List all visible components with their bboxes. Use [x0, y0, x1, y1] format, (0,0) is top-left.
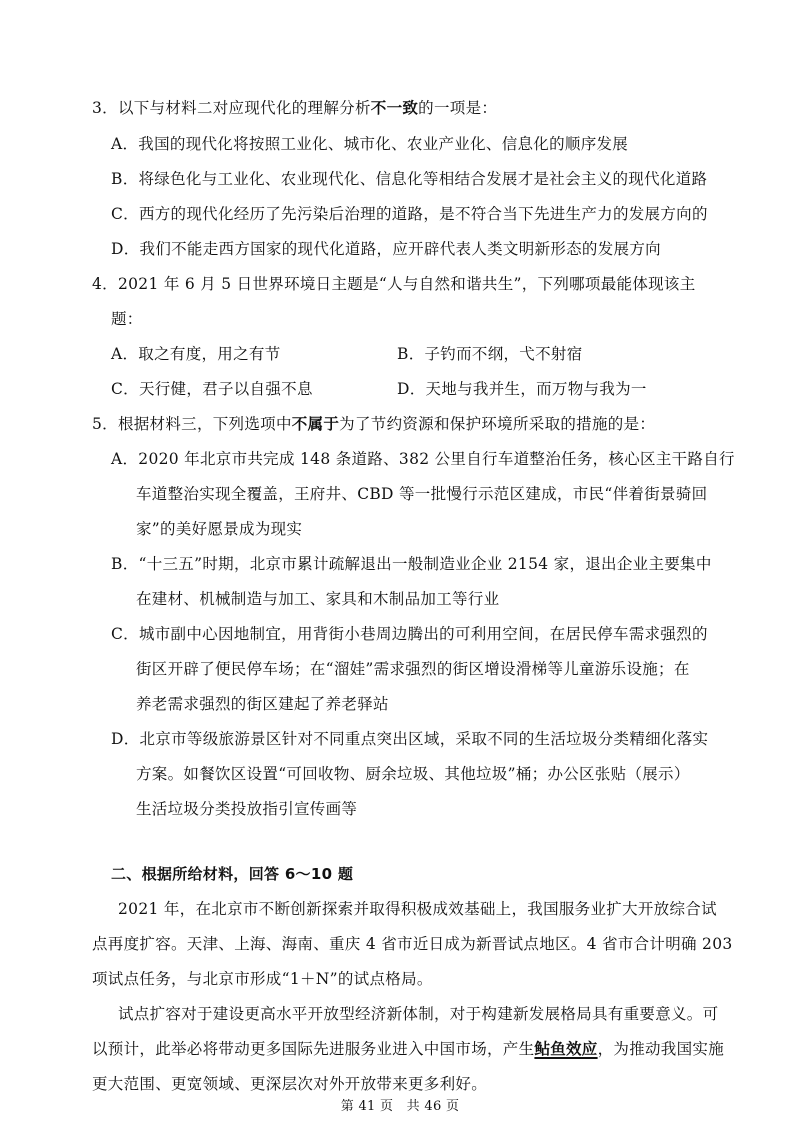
q3-stem-emphasis: 不一致 [370, 98, 419, 117]
paragraph-line: 2021 年，在北京市不断创新探索并取得积极成效基础上，我国服务业扩大开放综合试 [118, 900, 717, 918]
paragraph-text: ，为推动我国实施 [597, 1040, 725, 1058]
q3-stem-post: 的一项是： [418, 99, 498, 117]
q5-option-d-line: 方案。如餐饮区设置“可回收物、厨余垃圾、其他垃圾”桶；办公区张贴（展示） [136, 765, 690, 783]
page-footer: 第 41 页 共 46 页 [340, 1099, 460, 1114]
q5-option-b-line: B．“十三五”时期，北京市累计疏解退出一般制造业企业 2154 家，退出企业主要集中 [111, 555, 712, 573]
q4-option-b: B．子钓而不纲，弋不射宿 [397, 345, 583, 363]
q3-option-a: A．我国的现代化将按照工业化、城市化、农业产业化、信息化的顺序发展 [111, 135, 629, 153]
paragraph-line: 点再度扩容。天津、上海、海南、重庆 4 省市近日成为新晋试点地区。4 省市合计明确 203 [92, 935, 733, 953]
q5-stem-emphasis: 不属于 [291, 414, 340, 433]
q5-option-d-line: D．北京市等级旅游景区针对不同重点突出区域，采取不同的生活垃圾分类精细化落实 [111, 730, 709, 748]
q4-option-c: C．天行健，君子以自强不息 [111, 380, 313, 398]
q4-option-d: D．天地与我并生，而万物与我为一 [397, 380, 647, 398]
q5-option-c-line: 街区开辟了便民停车场；在“溜娃”需求强烈的街区增设滑梯等儿童游乐设施；在 [136, 660, 690, 678]
q3-option-c: C．西方的现代化经历了先污染后治理的道路，是不符合当下先进生产力的发展方向的 [111, 205, 708, 223]
q4-option-a: A．取之有度，用之有节 [111, 345, 281, 363]
underlined-term: 鲇鱼效应 [534, 1039, 598, 1058]
q5-option-a-line: 家”的美好愿景成为现实 [136, 520, 303, 538]
section-heading: 二、根据所给材料，回答 6～10 题 [111, 865, 354, 883]
q3-stem [92, 97, 497, 119]
q4-stem-line2: 题： [111, 310, 143, 328]
paragraph-text: 以预计，此举必将带动更多国际先进服务业进入中国市场，产生 [92, 1040, 535, 1058]
q5-option-c-line: C．城市副中心因地制宜，用背街小巷周边腾出的可利用空间，在居民停车需求强烈的 [111, 625, 708, 643]
q5-option-d-line: 生活垃圾分类投放指引宣传画等 [136, 800, 358, 818]
q3-option-d: D．我们不能走西方国家的现代化道路，应开辟代表人类文明新形态的发展方向 [111, 240, 661, 258]
paragraph-line: 更大范围、更宽领域、更深层次对外开放带来更多利好。 [92, 1075, 488, 1093]
paragraph-line: 试点扩容对于建设更高水平开放型经济新体制，对于构建新发展格局具有重要意义。可 [118, 1005, 719, 1023]
q5-option-c-line: 养老需求强烈的街区建起了养老驿站 [136, 695, 389, 713]
q5-stem-pre: 5．根据材料三，下列选项中 [92, 415, 292, 433]
q5-option-a-line: 车道整治实现全覆盖，王府井、CBD 等一批慢行示范区建成，市民“伴着街景骑回 [136, 485, 708, 503]
q5-stem-post: 为了节约资源和保护环境所采取的措施的是： [339, 415, 656, 433]
q5-option-a-line: A．2020 年北京市共完成 148 条道路、382 公里自行车道整治任务，核心区主干路自行 [111, 450, 735, 468]
paragraph-line [92, 1038, 724, 1060]
q5-stem [92, 413, 655, 435]
q3-option-b: B．将绿色化与工业化、农业现代化、信息化等相结合发展才是社会主义的现代化道路 [111, 170, 708, 188]
paragraph-line: 项试点任务，与北京市形成“1＋N”的试点格局。 [92, 970, 433, 988]
q3-stem-pre: 3．以下与材料二对应现代化的理解分析 [92, 99, 371, 117]
q4-stem-line1: 4．2021 年 6 月 5 日世界环境日主题是“人与自然和谐共生”，下列哪项最能体现该主 [92, 275, 696, 293]
q5-option-b-line: 在建材、机械制造与加工、家具和木制品加工等行业 [136, 590, 500, 608]
